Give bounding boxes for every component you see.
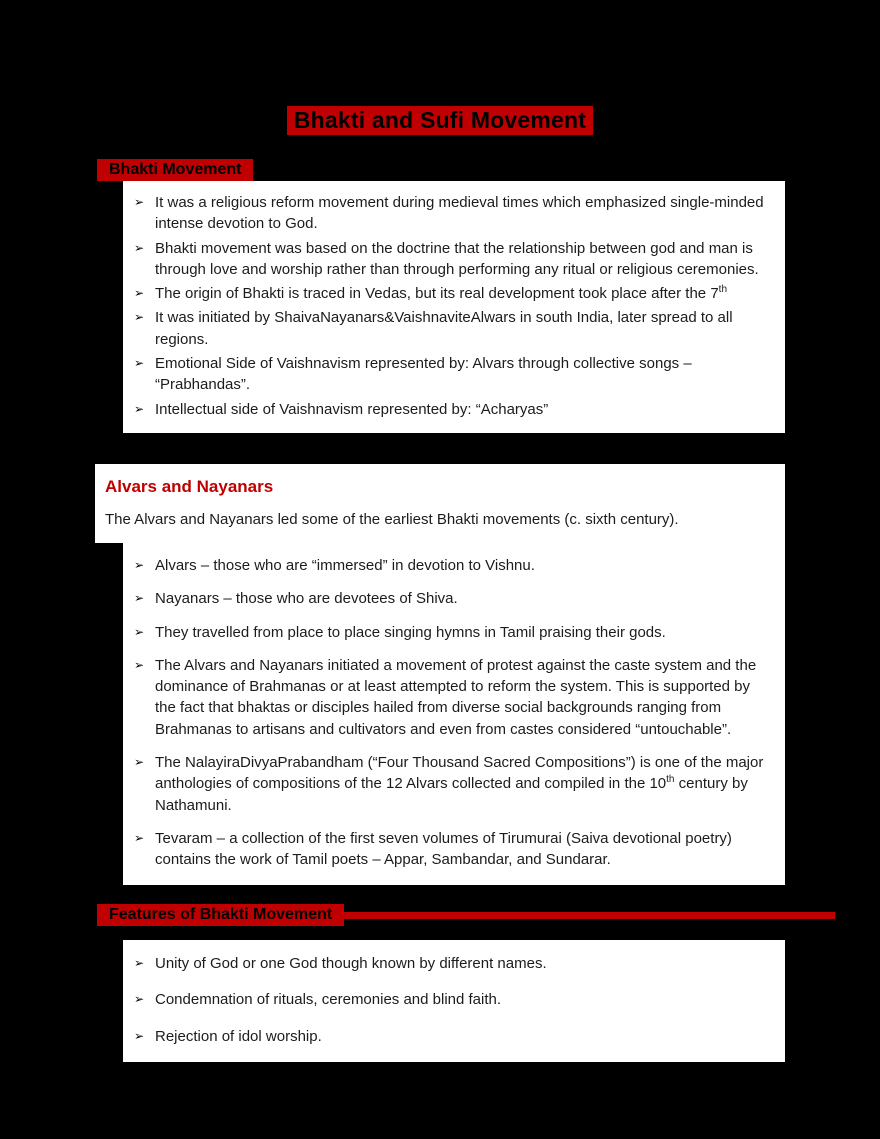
list-item [131,989,769,1010]
arrow-bullet-icon: ➢ [134,624,145,639]
list-item-text [155,283,767,304]
arrow-bullet-icon: ➢ [134,755,145,770]
arrow-bullet-icon: ➢ [134,956,145,970]
list-item-text-part: The NalayiraDivyaPrabandham (“Four Thousand Sacred Compositions”) is one of the major anthologies of compositions of the 12 Alvars collected and compiled in the 10 [155,754,764,793]
arrow-bullet-icon: ➢ [134,558,145,572]
bullet-list [131,953,769,1047]
arrow-bullet-icon: ➢ [134,356,145,371]
list-item-text: Nayanars – those who are devotees of Shiva. [155,590,458,608]
list-item-text: It was a religious reform movement during medieval times which emphasized single-minded intense devotion to God. [155,194,764,233]
list-item [131,655,769,740]
list-item [131,953,769,974]
list-item [131,555,769,576]
bullet-list [131,192,767,420]
list-item-text: Bhakti movement was based on the doctrine that the relationship between god and man is through love and worship rather than through performing any ritual or religious ceremonies. [155,239,759,278]
arrow-bullet-icon: ➢ [134,591,145,606]
title-row [0,106,880,135]
list-item [131,622,769,643]
list-item-text: Unity of God or one God though known by different names. [155,955,547,972]
list-item [131,192,767,235]
list-item [131,238,767,281]
bhakti-movement-box [123,181,785,433]
list-item [131,1026,769,1047]
alvars-nayanars-box [123,543,785,885]
alvars-nayanars-subtitle: The Alvars and Nayanars led some of the earliest Bhakti movements (c. sixth century). [105,511,679,529]
list-item-text: Alvars – those who are “immersed” in devotion to Vishnu. [155,557,535,574]
superscript: th [718,284,728,296]
list-item [131,752,769,816]
page-title: Bhakti and Sufi Movement [287,106,593,135]
list-item-text: Condemnation of rituals, ceremonies and blind faith. [155,991,502,1009]
list-item-text-part: century by Nathamuni. [155,775,748,814]
bullet-list [131,555,769,871]
alvars-nayanars-header-box [95,464,785,543]
list-item-text [155,752,769,816]
arrow-bullet-icon: ➢ [134,240,145,255]
features-box [123,940,785,1062]
list-item-text-part: The origin of Bhakti is traced in Vedas, but its real development took place after the 7 [155,285,719,303]
list-item [131,283,767,304]
list-item [131,307,767,350]
list-item [131,828,769,871]
list-item-text: They travelled from place to place singing hymns in Tamil praising their gods. [155,623,666,641]
list-item-text: It was initiated by ShaivaNayanars&VaishnaviteAlwars in south India, later spread to all regions. [155,309,733,348]
arrow-bullet-icon: ➢ [134,286,145,301]
list-item [131,399,767,420]
section-heading-alvars-nayanars: Alvars and Nayanars [105,477,274,496]
list-item-text: Emotional Side of Vaishnavism represented by: Alvars through collective songs – “Prabhandas”. [155,355,692,394]
superscript: th [666,774,675,786]
list-item [131,588,769,609]
arrow-bullet-icon: ➢ [134,830,145,845]
list-item-text: The Alvars and Nayanars initiated a movement of protest against the caste system and the dominance of Brahmanas or at least attempted to reform the system. This is supported by the fact that bhaktas or disciples hailed from diverse social backgrounds ranging from Brahmanas to artisans and cultivators and even from castes considered “untouchable”. [155,656,757,738]
list-item-text: Tevaram – a collection of the first seven volumes of Tirumurai (Saiva devotional poetry) contains the work of Tamil poets – Appar, Sambandar, and Sundarar. [155,829,732,869]
arrow-bullet-icon: ➢ [134,310,145,325]
arrow-bullet-icon: ➢ [134,195,145,209]
section-header-features: Features of Bhakti Movement [97,904,344,926]
arrow-bullet-icon: ➢ [134,992,145,1007]
list-item [131,353,767,396]
arrow-bullet-icon: ➢ [134,401,145,416]
arrow-bullet-icon: ➢ [134,657,145,672]
features-header-row [97,904,835,926]
list-item-text: Intellectual side of Vaishnavism represented by: “Acharyas” [155,400,549,418]
arrow-bullet-icon: ➢ [134,1028,145,1043]
list-item-text: Rejection of idol worship. [155,1027,322,1045]
section-header-bhakti-movement: Bhakti Movement [97,159,253,181]
red-divider-line [344,912,835,919]
